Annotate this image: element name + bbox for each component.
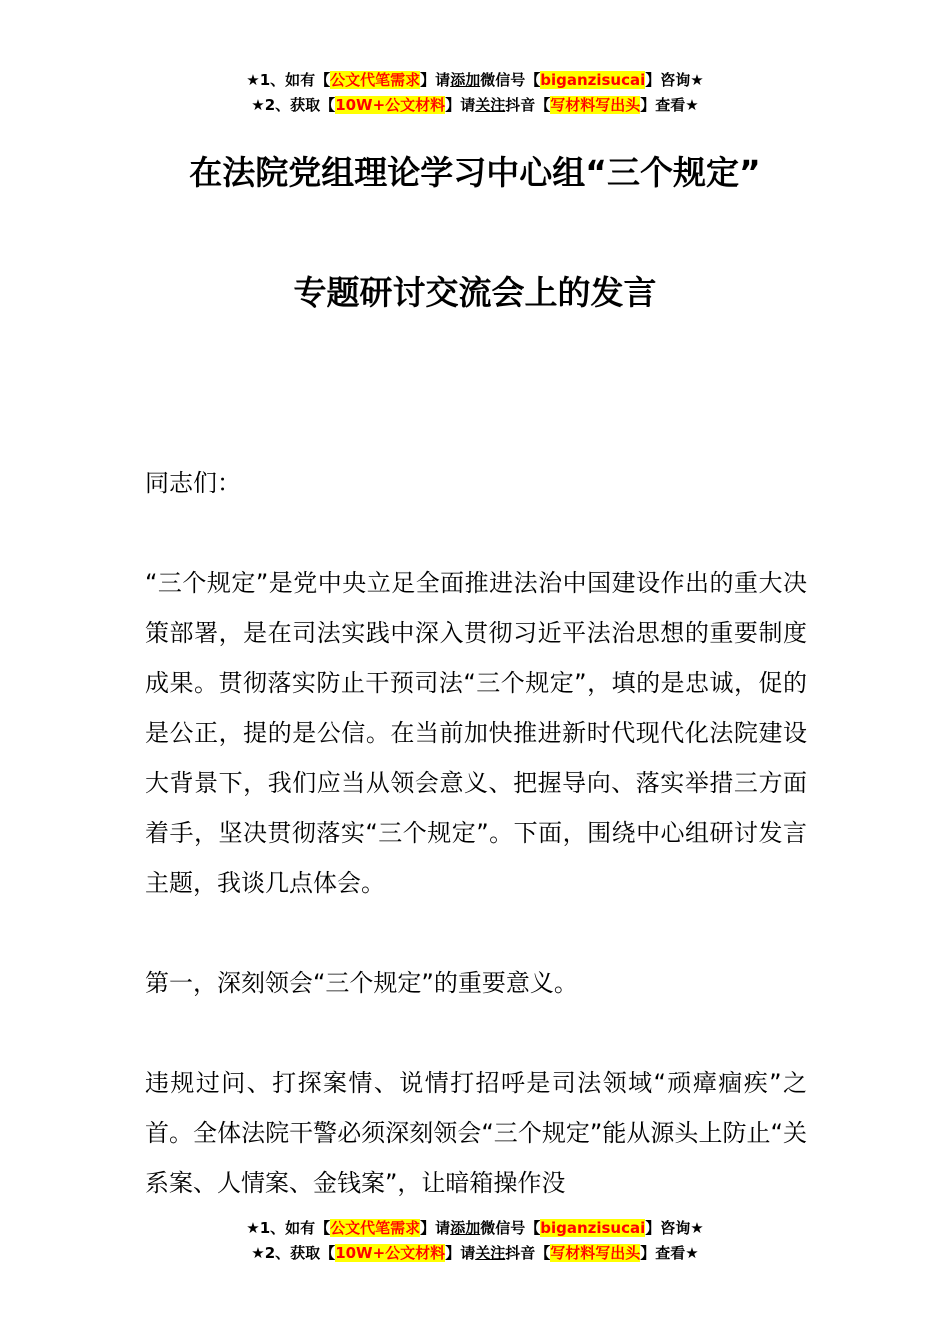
banner-underline: 关注	[475, 96, 506, 114]
banner-highlight: 写材料写出头	[550, 96, 641, 114]
section-heading: 第一，深刻领会“三个规定”的重要意义。	[145, 969, 578, 997]
document-body	[145, 458, 807, 1203]
banner-text: 】咨询★	[645, 71, 704, 89]
banner-underline: 关注	[475, 1244, 506, 1262]
page-title-line-2: 专题研讨交流会上的发言	[293, 273, 657, 312]
banner-text: 】查看★	[640, 1244, 699, 1262]
banner-line-1	[0, 68, 950, 93]
banner-underline: 添加	[450, 71, 481, 89]
paragraph: 违规过问、打探案情、说情打招呼是司法领域“顽瘴痼疾”之首。全体法院干警必须深刻领会“三个规定”能从源头上防止“关系案、人情案、金钱案”，让暗箱操作没	[145, 1069, 807, 1197]
banner-highlight: 10W+公文材料	[335, 1244, 446, 1262]
page-title-line-1: 在法院党组理论学习中心组“三个规定”	[189, 153, 761, 192]
banner-text: ★2、获取【	[251, 1244, 336, 1262]
footer-banner	[0, 1216, 950, 1266]
banner-highlight: 公文代笔需求	[330, 71, 421, 89]
banner-text: ★1、如有【	[246, 1219, 331, 1237]
paragraph: “三个规定”是党中央立足全面推进法治中国建设作出的重大决策部署，是在司法实践中深入贯彻习近平法治思想的重要制度成果。贯彻落实防止干预司法“三个规定”，填的是忠诚，促的是公正，提的是公信。在当前加快推进新时代现代化法院建设大背景下，我们应当从领会意义、把握导向、落实举措三方面着手，坚决贯彻落实“三个规定”。下面，围绕中心组研讨发言主题，我谈几点体会。	[145, 569, 807, 897]
banner-line-2	[0, 1241, 950, 1266]
banner-text: 】请	[420, 1219, 451, 1237]
banner-highlight: biganzisucai	[540, 1219, 646, 1237]
banner-text: 】请	[445, 1244, 476, 1262]
banner-text: ★1、如有【	[246, 71, 331, 89]
banner-underline: 添加	[450, 1219, 481, 1237]
banner-line-1	[0, 1216, 950, 1241]
header-banner	[0, 68, 950, 118]
banner-text: 抖音【	[505, 96, 551, 114]
banner-highlight: 写材料写出头	[550, 1244, 641, 1262]
banner-text: ★2、获取【	[251, 96, 336, 114]
banner-text: 】咨询★	[645, 1219, 704, 1237]
banner-highlight: 公文代笔需求	[330, 1219, 421, 1237]
banner-text: 微信号【	[480, 71, 541, 89]
banner-text: 抖音【	[505, 1244, 551, 1262]
banner-text: 微信号【	[480, 1219, 541, 1237]
banner-text: 】请	[420, 71, 451, 89]
banner-highlight: biganzisucai	[540, 71, 646, 89]
banner-text: 】查看★	[640, 96, 699, 114]
banner-highlight: 10W+公文材料	[335, 96, 446, 114]
salutation: 同志们：	[145, 469, 241, 497]
banner-line-2	[0, 93, 950, 118]
banner-text: 】请	[445, 96, 476, 114]
